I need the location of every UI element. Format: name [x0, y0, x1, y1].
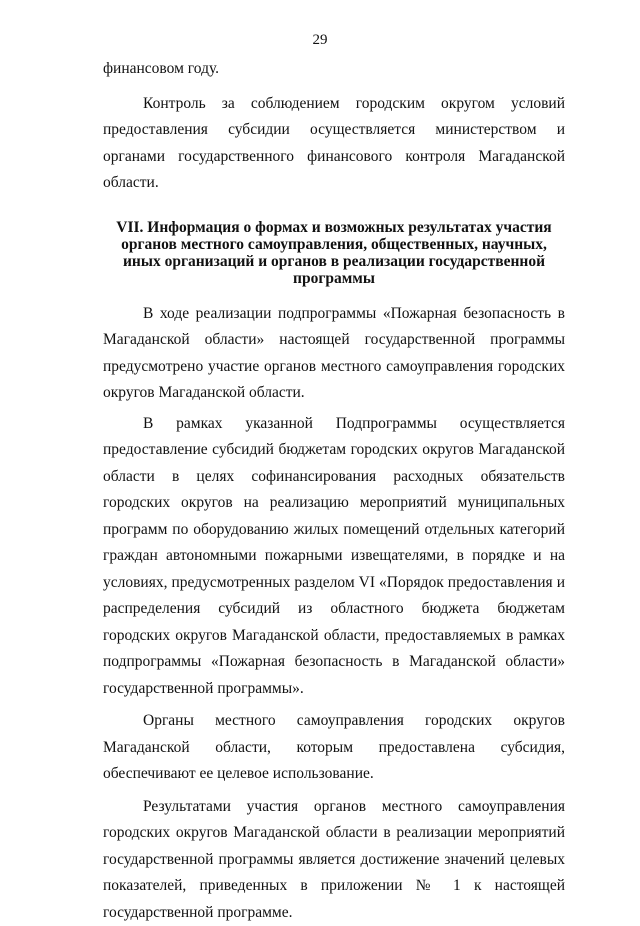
document-body	[103, 56, 565, 926]
paragraph-results: Результатами участия органов местного самоуправления городских округов Магаданской области в реализации мероприятий государственной программы является достижение значений целевых показателей, приведенных в приложении № 1 к настоящей государственной программе.	[103, 794, 565, 926]
section-title: VII. Информация о формах и возможных результатах участия органов местного самоуправления, общественных, научных, иных организаций и органов в реализации государственной программы	[103, 219, 565, 287]
paragraph-control: Контроль за соблюдением городским округом условий предоставления субсидии осуществляется министерством и органами государственного финансового контроля Магаданской области.	[103, 91, 565, 197]
paragraph-subsidies: В рамках указанной Подпрограммы осуществляется предоставление субсидий бюджетам городских округов Магаданской области в целях софинансирования расходных обязательств городских округов на реализацию мероприятий муниципальных программ по оборудованию жилых помещений отдельных категорий граждан автономными пожарными извещателями, в порядке и на условиях, предусмотренных разделом VI «Порядок предоставления и распределения субсидий из областного бюджета бюджетам городских округов Магаданской области, предоставляемых в рамках подпрограммы «Пожарная безопасность в Магаданской области» государственной программы».	[103, 411, 565, 703]
paragraph-target-use: Органы местного самоуправления городских округов Магаданской области, которым предоставлена субсидия, обеспечивают ее целевое использование.	[103, 708, 565, 788]
page-number: 29	[0, 32, 640, 49]
paragraph-participation: В ходе реализации подпрограммы «Пожарная безопасность в Магаданской области» настоящей государственной программы предусмотрено участие органов местного самоуправления городских округов Магаданской области.	[103, 301, 565, 407]
paragraph-continuation: финансовом году.	[103, 56, 565, 83]
